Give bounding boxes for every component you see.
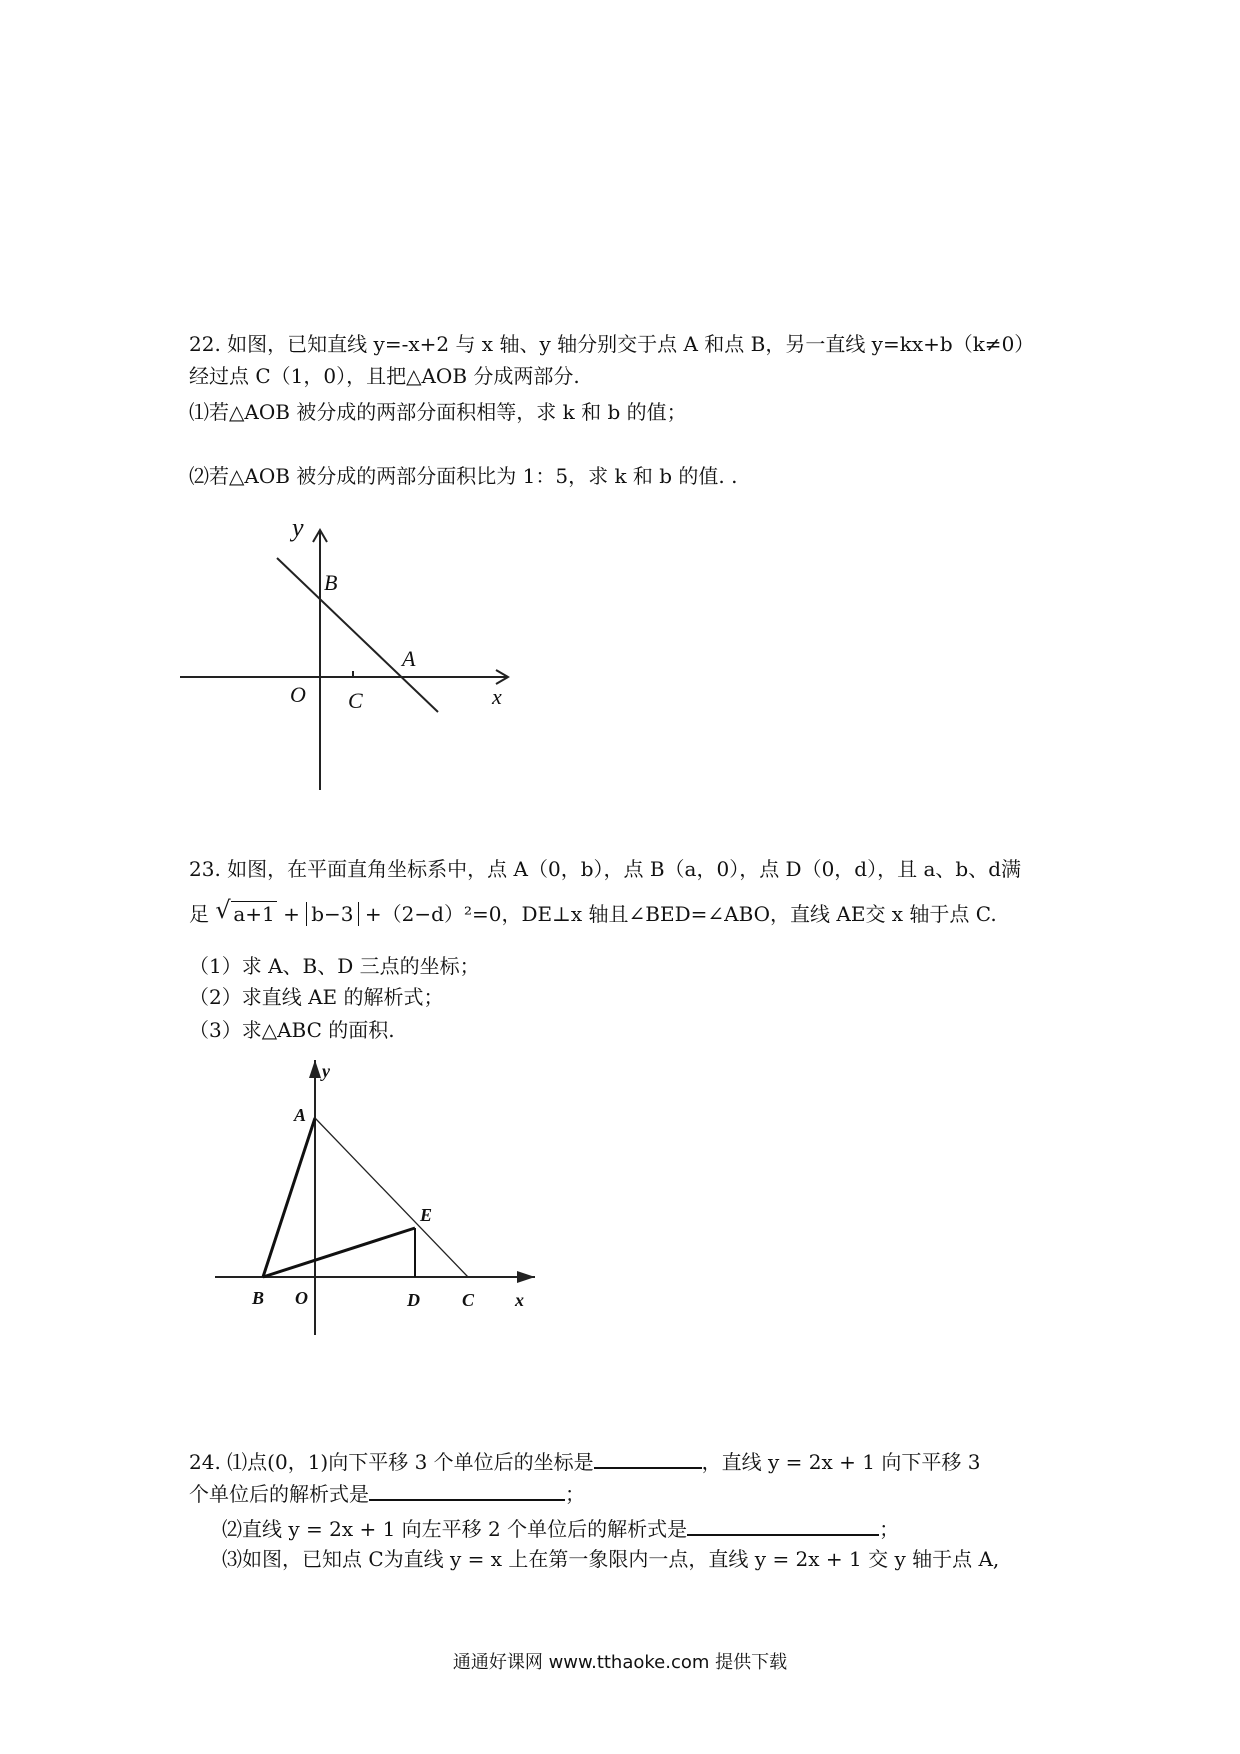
q23-x-arrow — [517, 1271, 535, 1283]
q23-part2: （2）求直线 AE 的解析式； — [189, 985, 444, 1009]
q22-line2: 经过点 C（1，0），且把△AOB 分成两部分. — [189, 364, 580, 388]
q24-line2-a: 个单位后的解析式是 — [189, 1482, 369, 1506]
q23-label-y: y — [322, 1061, 330, 1081]
q23-sqrt — [215, 896, 276, 928]
q23-label-E: E — [420, 1205, 433, 1225]
q23-plus: + — [283, 902, 300, 926]
q23-line2 — [189, 896, 997, 928]
q22-line1: 22. 如图，已知直线 y=-x+2 与 x 轴、y 轴分别交于点 A 和点 B，另一直线 y=kx+b（k≠0） — [189, 332, 1035, 356]
q23-part1: （1）求 A、B、D 三点的坐标； — [189, 954, 480, 978]
q22-label-x: x — [492, 684, 502, 709]
q24-line1-b: ，直线 y = 2x + 1 向下平移 3 — [701, 1450, 981, 1474]
q23-label-B: B — [252, 1288, 265, 1308]
q22-label-B: B — [324, 570, 338, 595]
q23-sqrt-content: a+1 — [233, 902, 275, 926]
q24-blank-1[interactable] — [594, 1445, 702, 1469]
q23-label-O: O — [295, 1288, 308, 1308]
q24-line2-b: ； — [565, 1482, 585, 1506]
q22-figure — [180, 510, 520, 800]
q22-part2: ⑵若△AOB 被分成的两部分面积比为 1：5，求 k 和 b 的值. . — [189, 464, 738, 488]
q24-line3-b: ； — [879, 1517, 900, 1541]
q23-part3: （3）求△ABC 的面积. — [189, 1018, 395, 1042]
q24-line3-a: ⑵直线 y = 2x + 1 向左平移 2 个单位后的解析式是 — [222, 1517, 688, 1541]
q23-label-x: x — [515, 1290, 524, 1310]
q23-label-D: D — [407, 1290, 420, 1310]
q24-line4: ⑶如图，已知点 C为直线 y = x 上在第一象限内一点，直线 y = 2x + 1 交 y 轴于点 A, — [222, 1547, 1000, 1571]
q23-segment-BA — [263, 1118, 315, 1277]
q23-abs-content: b−3 — [306, 902, 358, 926]
q22-label-O: O — [290, 682, 306, 707]
q24-blank-2[interactable] — [369, 1477, 565, 1501]
q23-label-A: A — [294, 1105, 307, 1125]
q23-line2-prefix: 足 — [189, 902, 209, 926]
q23-segment-BE — [263, 1228, 415, 1277]
q24-line3 — [222, 1512, 899, 1543]
q23-label-C: C — [462, 1290, 475, 1310]
q22-label-C: C — [348, 688, 363, 713]
q23-figure — [210, 1055, 550, 1345]
q23-line2-suffix: +（2−d）²=0，DE⊥x 轴且∠BED=∠ABO，直线 AE交 x 轴于点 C. — [364, 902, 997, 926]
q23-line1: 23. 如图，在平面直角坐标系中，点 A（0，b），点 B（a，0），点 D（0，d），且 a、b、d满 — [189, 857, 1022, 881]
radical-sign-icon: √ — [215, 896, 231, 924]
q24-line2 — [189, 1477, 585, 1508]
footer: 通通好课网 www.tthaoke.com 提供下载 — [452, 1652, 788, 1673]
q22-label-y: y — [292, 513, 304, 542]
q22-label-A: A — [402, 646, 416, 671]
q24-blank-3[interactable] — [687, 1512, 879, 1536]
q24-line1 — [189, 1445, 980, 1476]
q24-line1-a: 24. ⑴点(0，1)向下平移 3 个单位后的坐标是 — [189, 1450, 594, 1474]
q22-part1: ⑴若△AOB 被分成的两部分面积相等，求 k 和 b 的值； — [189, 400, 687, 424]
q23-y-arrow — [309, 1060, 321, 1078]
